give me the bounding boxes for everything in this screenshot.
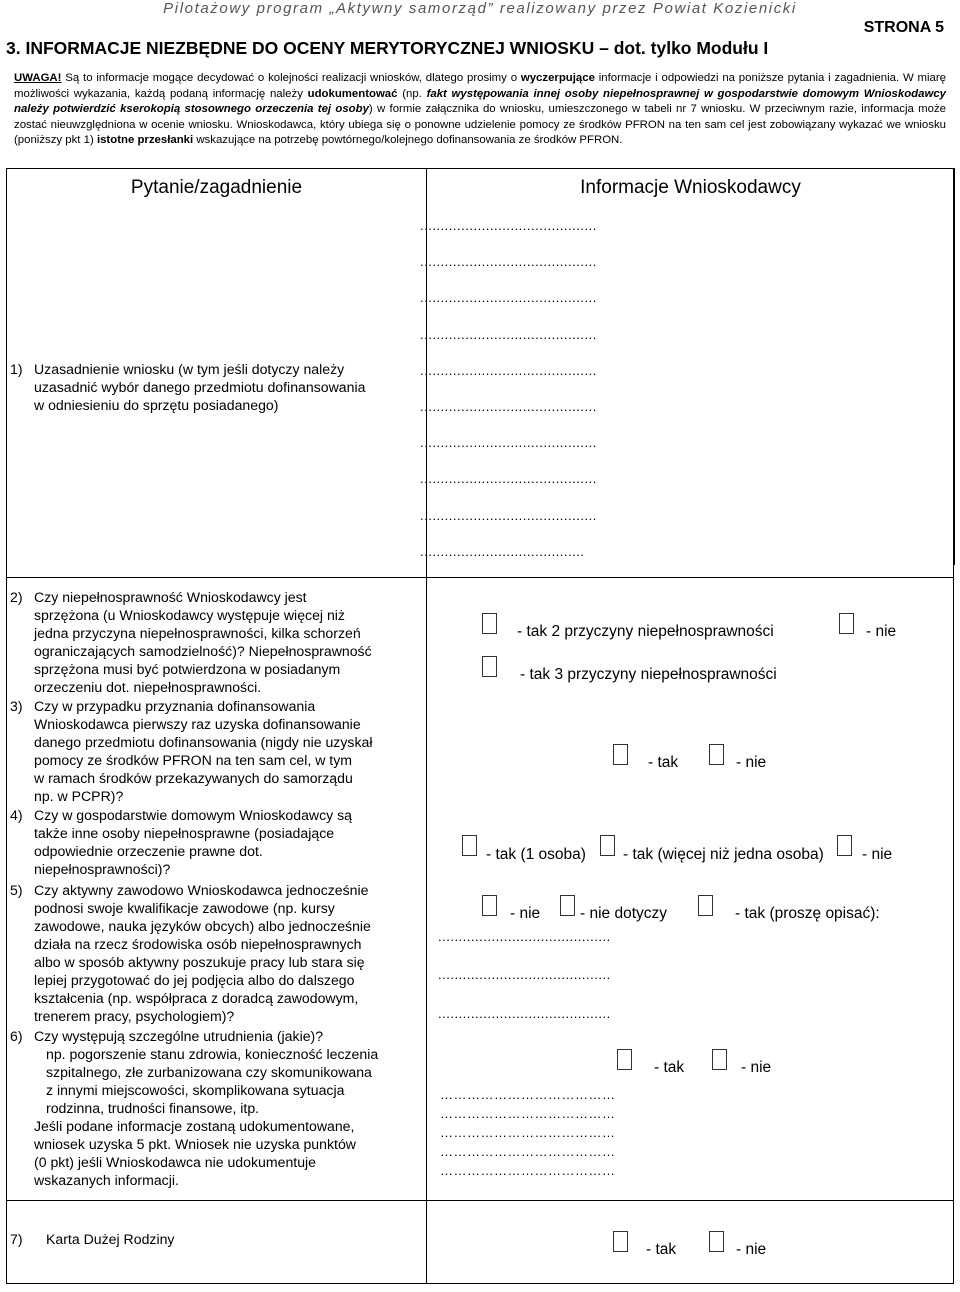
checkbox-q4-tak-wiecej[interactable] — [600, 835, 615, 856]
answer-line[interactable]: ........................................... — [420, 508, 597, 523]
note-emphasis-italic: fakt występowania innej osoby niepełnosprawnej w gospodarstwie domowym Wnioskodawcy należy potwierdzić kserokopią stosownego orzeczenia tej osoby — [14, 87, 946, 115]
answer-line[interactable]: ........................................... — [420, 218, 597, 233]
checkbox-q7-nie[interactable] — [709, 1231, 724, 1252]
checkbox-q4-nie[interactable] — [837, 835, 852, 856]
column-header-question: Pytanie/zagadnienie — [130, 177, 303, 198]
answer-line[interactable]: ........................................ — [420, 544, 585, 559]
checkbox-q5-nie[interactable] — [482, 895, 497, 916]
option-label: - nie — [510, 905, 541, 922]
option-label: - tak (proszę opisać): — [735, 905, 880, 922]
answer-line[interactable]: ………………………………… — [440, 1087, 616, 1102]
program-header: Pilotażowy program „Aktywny samorząd” realizowany przez Powiat Kozienicki — [163, 0, 797, 17]
option-label: - tak — [654, 1059, 685, 1076]
question-1: 1) Uzasadnienie wniosku (w tym jeśli dotyczy należy uzasadnić wybór danego przedmiotu dofinansowania w odniesieniu do sprzętu posiadanego) — [10, 361, 366, 413]
answer-line[interactable]: .......................................... — [438, 929, 611, 944]
option-label: - nie — [741, 1059, 772, 1076]
option-label: - nie — [862, 846, 893, 863]
question-2: 2) Czy niepełnosprawność Wnioskodawcy jest sprzężona (u Wnioskodawcy występuje więcej niż jedna przyczyna niepełnosprawności, kilka schorzeń ograniczających samodzielność)? Niepełnosprawność sprzężona musi być potwierdzona w posiadanym orzeczeniu dot. niepełnosprawności. — [10, 589, 372, 695]
answer-line[interactable]: ........................................... — [420, 471, 597, 486]
checkbox-q5-tak[interactable] — [698, 895, 713, 916]
option-label: - nie — [736, 754, 767, 771]
option-label: - tak — [648, 754, 679, 771]
page-number: STRONA 5 — [863, 19, 944, 36]
question-5: 5) Czy aktywny zawodowo Wnioskodawca jednocześnie podnosi swoje kwalifikacje zawodowe (np. kursy zawodowe, nauka języków obcych) albo jednocześnie działa na rzecz środowiska osób niepełnosprawnych albo w sposób aktywny poszukuje pracy lub stara się lepiej przygotować do jej podjęcia albo do dalszego kształcenia (np. współpraca z doradcą zawodowym, trenerem pracy, psychologiem)? — [10, 882, 371, 1024]
answer-line[interactable]: ........................................... — [420, 254, 597, 269]
note-paragraph — [14, 71, 946, 149]
option-label: - tak 2 przyczyny niepełnosprawności — [517, 623, 774, 640]
checkbox-q3-nie[interactable] — [709, 744, 724, 765]
note-emphasis: istotne przesłanki — [96, 134, 194, 146]
answer-line[interactable]: ........................................... — [420, 327, 597, 342]
option-label: - tak — [646, 1241, 677, 1258]
checkbox-q2-tak-2[interactable] — [482, 613, 497, 634]
checkbox-q6-tak[interactable] — [617, 1049, 632, 1070]
section-title: 3. INFORMACJE NIEZBĘDNE DO OCENY MERYTORYCZNEJ WNIOSKU – dot. tylko Modułu I — [6, 38, 769, 58]
note-emphasis: wyczerpujące — [520, 72, 595, 84]
answer-line[interactable]: ………………………………… — [440, 1163, 616, 1178]
question-6: 6) Czy występują szczególne utrudnienia (jakie)? np. pogorszenie stanu zdrowia, konieczność leczenia szpitalnego, złe zurbanizowana czy skomunikowana z innymi miejscowości, skomplikowana sytuacja rodzinna, trudności finansowe, itp. Jeśli podane informacje zostaną udokumentowane, wniosek uzyska 5 pkt. Wniosek nie uzyska punktów (0 pkt) jeśli Wnioskodawca nie udokumentuje wskazanych informacji. — [10, 1028, 379, 1188]
answer-line[interactable]: ........................................... — [420, 435, 597, 450]
answer-line[interactable]: ………………………………… — [440, 1125, 616, 1140]
answer-line[interactable]: .......................................... — [438, 1006, 611, 1021]
option-label: - nie — [866, 623, 897, 640]
option-label: - nie dotyczy — [580, 905, 668, 922]
option-label: - tak (1 osoba) — [486, 846, 586, 863]
option-label: - nie — [736, 1241, 767, 1258]
question-3: 3) Czy w przypadku przyznania dofinansowania Wnioskodawca pierwszy raz uzyska dofinansowanie danego przedmiotu dofinansowania (nigdy nie uzyskał pomocy ze środków PFRON na ten sam cel, w tym w ramach środków przekazywanych do samorządu np. w PCPR)? — [10, 698, 373, 804]
checkbox-q2-tak-3[interactable] — [482, 656, 497, 677]
column-header-info: Informacje Wnioskodawcy — [580, 177, 801, 198]
option-label: - tak 3 przyczyny niepełnosprawności — [520, 666, 777, 683]
option-label: - tak (więcej niż jedna osoba) — [623, 846, 824, 863]
note-text: wskazujące na potrzebę powtórnego/kolejnego dofinansowania ze środków PFRON. — [193, 134, 623, 146]
question-4: 4) Czy w gospodarstwie domowym Wnioskodawcy są także inne osoby niepełnosprawne (posiadające odpowiednie orzeczenie prawne dot. niepełnosprawności)? — [10, 807, 353, 877]
checkbox-q7-tak[interactable] — [613, 1231, 628, 1252]
note-text: informacje i odpowiedzi na poniższe pytania i zagadnienia. W miarę możliwości wykazania, każdą podaną informację należy — [14, 72, 947, 100]
checkbox-q4-tak-1[interactable] — [462, 835, 477, 856]
note-text: ) w formie załącznika do wniosku, umieszczonego w tabeli nr 7 wniosku. W przeciwnym razie, informacja może zostać nieuwzględniona w ocenie wniosku. Wnioskodawca, który ubiega się o ponowne udzielenie pomocy ze środków PFRON na ten sam cel jest zobowiązany wykazać we wniosku (poniższy pkt 1) — [14, 103, 946, 146]
note-text: (np. — [397, 87, 427, 100]
checkbox-q2-nie[interactable] — [839, 613, 854, 634]
note-label: UWAGA! — [14, 72, 62, 84]
answer-line[interactable]: ........................................... — [420, 290, 597, 305]
answer-line[interactable]: .......................................... — [438, 967, 611, 982]
note-emphasis: udokumentować — [307, 87, 398, 100]
answer-line[interactable]: ........................................... — [420, 399, 597, 414]
checkbox-q5-nie-dotyczy[interactable] — [560, 895, 575, 916]
answer-line[interactable]: ………………………………… — [440, 1106, 616, 1121]
answer-line[interactable]: ………………………………… — [440, 1144, 616, 1159]
question-7: 7) Karta Dużej Rodziny — [10, 1231, 175, 1247]
note-text: Są to informacje mogące decydować o kolejności realizacji wniosków, dlatego prosimy o — [61, 72, 521, 84]
answer-line[interactable]: ........................................... — [420, 363, 597, 378]
checkbox-q3-tak[interactable] — [613, 744, 628, 765]
checkbox-q6-nie[interactable] — [712, 1049, 727, 1070]
